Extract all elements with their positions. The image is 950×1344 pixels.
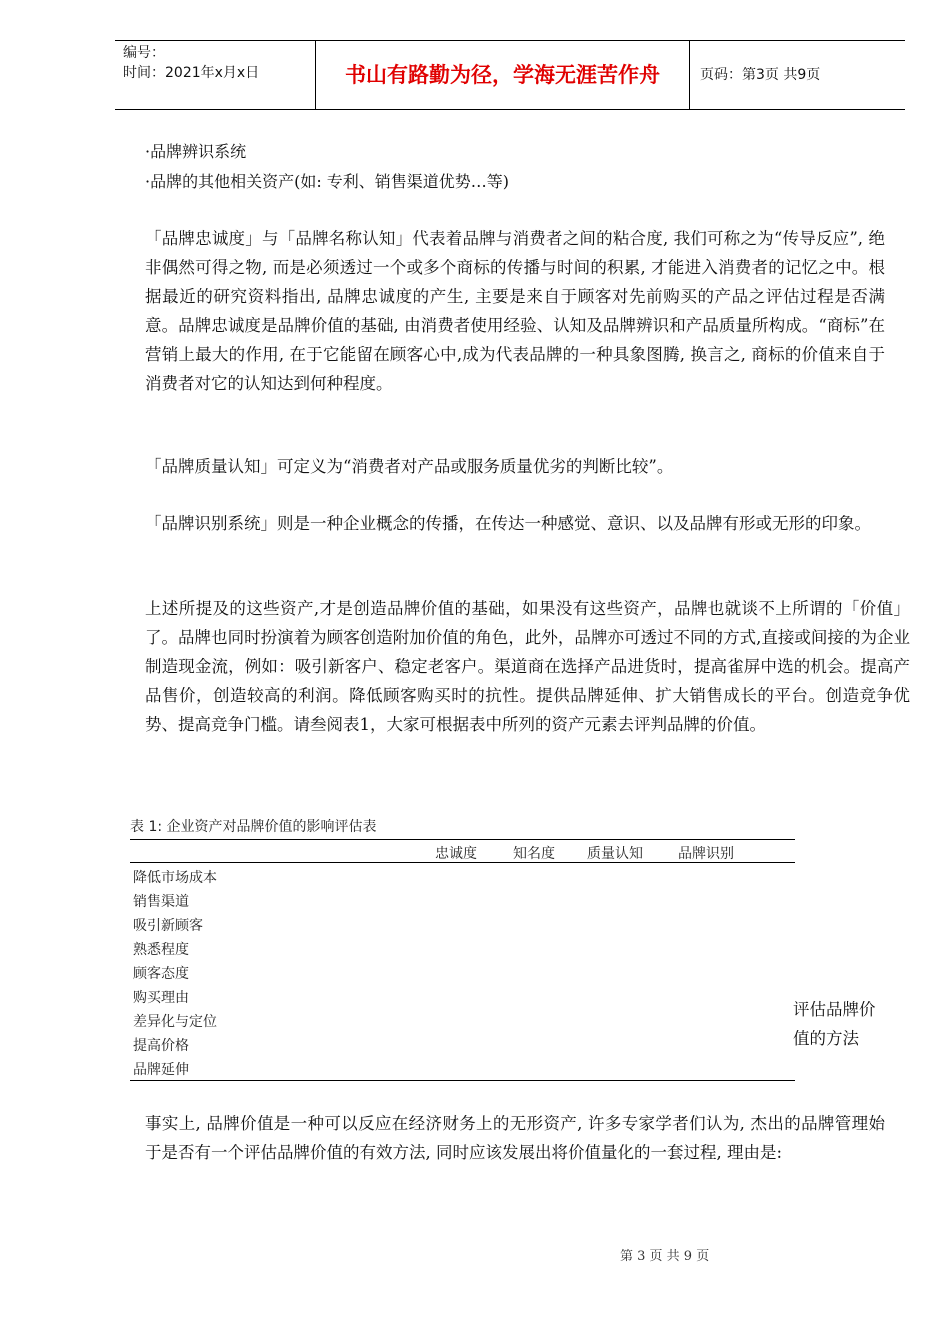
table-row-label: 购买理由 [133,990,189,1006]
table-row-label: 品牌延伸 [133,1062,189,1078]
paragraph-brand-value: 事实上, 品牌价值是一种可以反应在经济财务上的无形资产, 许多专家学者们认为, 杰出的品牌管理始于是否有一个评估品牌价值的有效方法, 同时应该发展出将价值量化的一套过程, 理由是: [145,1114,885,1162]
table-rule [130,839,795,840]
paragraph-identity: 「品牌识别系统」则是一种企业概念的传播，在传达一种感觉、意识、以及品牌有形或无形的印象。 [145,514,871,533]
table-row-label: 降低市场成本 [133,870,217,886]
table-title: 表 1: 企业资产对品牌价值的影响评估表 [130,819,377,835]
header-page-number: 页码：第3页 共9页 [700,67,821,83]
paragraph-quality: 「品牌质量认知」可定义为“消费者对产品或服务质量优劣的判断比较”。 [145,457,674,476]
table-rule [130,862,795,863]
column-header: 质量认知 [587,846,643,862]
bullet-item: ·品牌的其他相关资产(如: 专利、销售渠道优势…等) [145,172,510,191]
table-row-label: 熟悉程度 [133,942,189,958]
column-header: 知名度 [513,846,555,862]
page-footer: 第 3 页 共 9 页 [620,1249,710,1264]
header-number: 编号： [123,45,165,61]
paragraph-assets: 上述所提及的这些资产,才是创造品牌价值的基础，如果没有这些资产，品牌也就谈不上所谓的「价值」了。品牌也同时扮演着为顾客创造附加价值的角色，此外，品牌亦可透过不同的方式,直接或间接的为企业制造现金流，例如：吸引新客户、稳定老客户。渠道商在选择产品进货时，提高雀屏中选的机会。提高产品售价，创造较高的利润。降低顾客购买时的抗性。提供品牌延伸、扩大销售成长的平台。创造竞争优势、提高竞争门槛。请叁阅表1，大家可根据表中所列的资产元素去评判品牌的价值。 [145,599,910,734]
bullet-item: ·品牌辨识系统 [145,142,247,161]
column-header: 品牌识别 [678,846,734,862]
table-row-label: 顾客态度 [133,966,189,982]
table-rule [130,1080,795,1081]
side-note: 评估品牌价值的方法 [793,1000,876,1048]
page-header [115,40,905,110]
table-row-label: 销售渠道 [133,894,189,910]
header-meta [115,41,315,109]
header-motto: 书山有路勤为径，学海无涯苦作舟 [315,41,690,109]
bullet-list [145,137,509,197]
table-row-label: 提高价格 [133,1038,189,1054]
header-time: 时间：2021年x月x日 [123,65,260,81]
table-row-label: 吸引新顾客 [133,918,203,934]
paragraph-loyalty: 「品牌忠诚度」与「品牌名称认知」代表着品牌与消费者之间的粘合度, 我们可称之为“传导反应”, 绝非偶然可得之物, 而是必须透过一个或多个商标的传播与时间的积累, 才能进入消费者的记忆之中。根据最近的研究资料指出, 品牌忠诚度的产生, 主要是来自于顾客对先前购买的产品之评估过程是否满意。品牌忠诚度是品牌价值的基础, 由消费者使用经验、认知及品牌辨识和产品质量所构成。“商标”在营销上最大的作用, 在于它能留在顾客心中,成为代表品牌的一种具象图腾, 换言之, 商标的价值来自于消费者对它的认知达到何种程度。 [145,229,885,393]
column-header: 忠诚度 [435,846,477,862]
table-row-label: 差异化与定位 [133,1014,217,1030]
